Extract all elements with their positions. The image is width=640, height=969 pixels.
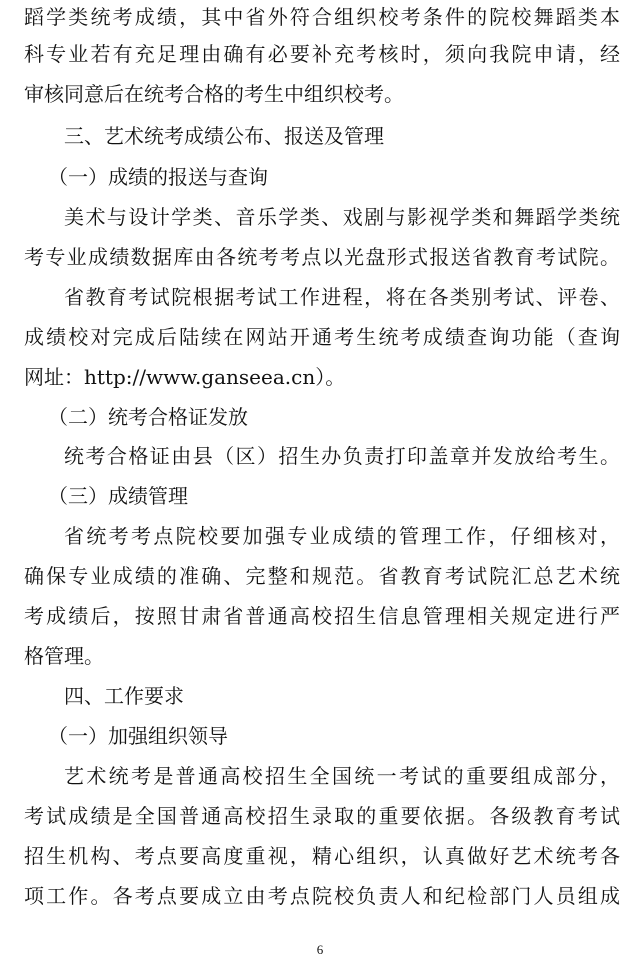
body-text-line: 统考合格证由县（区）招生办负责打印盖章并发放给考生。 (64, 444, 620, 468)
body-text-line: 确保专业成绩的准确、完整和规范。省教育考试院汇总艺术统 (24, 564, 620, 588)
body-text-line: 省教育考试院根据考试工作进程，将在各类别考试、评卷、 (64, 285, 620, 309)
page-number: 6 (316, 942, 324, 957)
body-text-line: 格管理。 (24, 644, 104, 668)
subsection-heading: （二）统考合格证发放 (48, 405, 248, 429)
body-text-line: 招生机构、考点要高度重视，精心组织，认真做好艺术统考各 (24, 844, 620, 868)
section-heading: 三、艺术统考成绩公布、报送及管理 (64, 124, 384, 148)
subsection-heading: （三）成绩管理 (48, 484, 188, 508)
body-text-line: 成绩校对完成后陆续在网站开通考生统考成绩查询功能（查询 (24, 325, 620, 349)
body-text-line: 考专业成绩数据库由各统考考点以光盘形式报送省教育考试院。 (24, 245, 620, 269)
body-text-line: 蹈学类统考成绩，其中省外符合组织校考条件的院校舞蹈类本 (24, 5, 620, 29)
subsection-heading: （一）加强组织领导 (48, 724, 228, 748)
body-text-line: 省统考考点院校要加强专业成绩的管理工作，仔细核对， (64, 524, 620, 548)
body-text-line: 艺术统考是普通高校招生全国统一考试的重要组成部分， (64, 764, 620, 788)
section-heading: 四、工作要求 (64, 684, 184, 708)
body-text-line: 美术与设计学类、音乐学类、戏剧与影视学类和舞蹈学类统 (64, 205, 620, 229)
body-text-line: 考试成绩是全国普通高校招生录取的重要依据。各级教育考试 (24, 804, 620, 828)
body-text-line: 网址：http://www.ganseea.cn）。 (24, 365, 346, 389)
body-text-line: 审核同意后在统考合格的考生中组织校考。 (24, 82, 404, 106)
subsection-heading: （一）成绩的报送与查询 (48, 165, 268, 189)
body-text-line: 科专业若有充足理由确有必要补充考核时，须向我院申请，经 (24, 42, 620, 66)
body-text-line: 考成绩后，按照甘肃省普通高校招生信息管理相关规定进行严 (24, 604, 620, 628)
body-text-line: 项工作。各考点要成立由考点院校负责人和纪检部门人员组成 (24, 884, 620, 908)
